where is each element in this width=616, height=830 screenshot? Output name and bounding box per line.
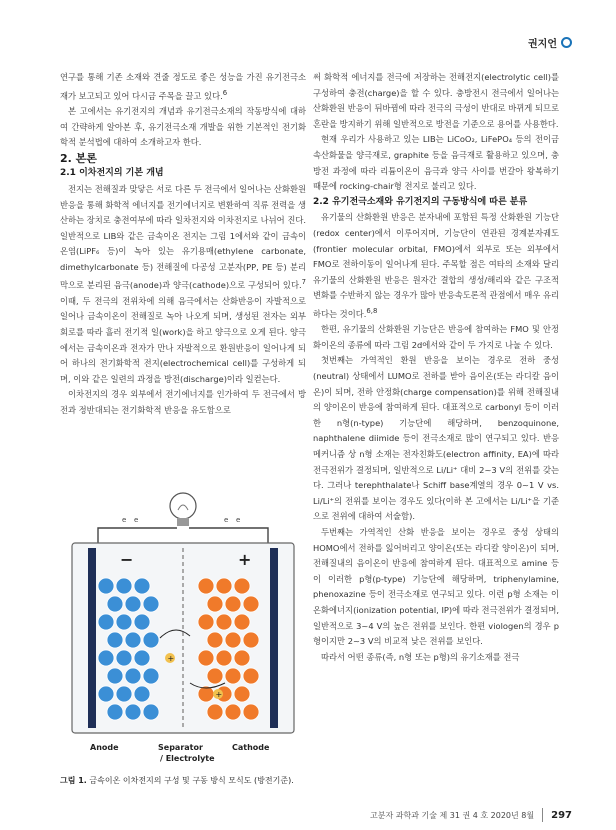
- electrode-particle: [116, 686, 132, 702]
- anode-current-collector: [88, 548, 96, 728]
- electrode-particle: [107, 596, 123, 612]
- electrolyte-label: / Electrolyte: [160, 754, 215, 763]
- paragraph: 현재 우리가 사용하고 있는 LIB는 LiCoO₂, LiFePO₄ 등의 전이금속산화물을 양극재로, graphite 등을 음극재로 활용하고 있으며, 충방전 과정에 따라 리튬이온이 음극과 양극 사이를 번갈아 왕복하기 때문에 rocking-chair형 전지로 불리고 있다.: [313, 134, 559, 192]
- electrode-particle: [198, 578, 214, 594]
- ion-label: +: [167, 654, 175, 663]
- paragraph: 전지는 전해질과 맞닿은 서로 다른 두 전극에서 일어나는 산화환원 반응을 통해 화학적 에너지를 전기에너지로 변환하여 직류 전력을 생산하는 장치로 충전여부에 따라 일차전지와 이차전지로 나뉘어 진다. 일반적으로 LIB와 같은 금속이온 전지는 그림 1에서와 같이 금속이온염(LiPF₆ 등)이 녹아 있는 유기용매(ethylene carbonate, dimethylcarbonate 등) 전해질에 다공성 고분자(PP, PE 등) 분리막으로 분리된 음극(anode)과 양극(cathode)으로 구성되어 있다.$^7$ 이때, 두 전극의 전위차에 의해 음극에서는 산화반응이 자발적으로 일어나 금속이온이 전해질로 녹아 나오게 되며, 생성된 전자는 외부 회로를 따라 흘러 전기적 일(work)을 하고 양극으로 오게 된다. 양극에서는 금속이온과 전자가 만나 자발적으로 환원반응이 일어나게 되어 하나의 전기화학적 전지(electrochemical cell)를 구성하게 되며, 이와 같은 일련의 과정을 방전(discharge)이라 일컫는다.: [60, 183, 306, 384]
- electrode-particle: [234, 614, 250, 630]
- figure-battery-diagram: [60, 488, 306, 768]
- paragraph: 따라서 어떤 종류(즉, n형 또는 p형)의 유기소재를 전극: [321, 651, 520, 662]
- page-number: 297: [551, 809, 572, 821]
- electrode-particle: [198, 614, 214, 630]
- paragraph: 연구를 통해 기존 소재와 견줄 정도로 좋은 성능을 가진 유기전극소재가 보고되고 있어 다시금 주목을 끌고 있다.$^6$: [60, 72, 306, 101]
- minus-sign: −: [120, 550, 134, 569]
- electrode-particle: [216, 614, 232, 630]
- electrode-particle: [116, 650, 132, 666]
- electrode-particle: [98, 686, 114, 702]
- light-bulb-icon: [170, 493, 196, 526]
- paragraph: 이차전지의 경우 외부에서 전기에너지를 인가하여 두 전극에서 방전과 정반대되는 전기화학적 반응을 유도함으로: [60, 389, 306, 415]
- electrode-particle: [134, 650, 150, 666]
- electrode-particle: [207, 596, 223, 612]
- electrode-particle: [234, 578, 250, 594]
- electron-label: e: [134, 516, 139, 524]
- ion-label: +: [215, 690, 223, 699]
- electrode-particle: [243, 704, 259, 720]
- electron-label: e: [224, 516, 229, 524]
- divider: [542, 808, 543, 822]
- electrode-particle: [198, 650, 214, 666]
- electrode-particle: [98, 650, 114, 666]
- electrode-particle: [143, 704, 159, 720]
- electrode-particle: [207, 704, 223, 720]
- electrode-particle: [234, 686, 250, 702]
- figure-caption: 그림 1. 금속이온 이차전지의 구성 및 구동 방식 모식도 (방전기준).: [60, 776, 294, 785]
- running-header: [528, 35, 572, 50]
- cathode-label: Cathode: [232, 743, 270, 752]
- separator-label: Separator: [158, 743, 203, 752]
- section-heading: 2. 본론: [60, 151, 97, 165]
- electrode-particle: [225, 704, 241, 720]
- electrode-particle: [116, 614, 132, 630]
- electrode-particle: [243, 668, 259, 684]
- electrode-particle: [225, 632, 241, 648]
- subsection-heading: 2.2 유기전극소재와 유기전지의 구동방식에 따른 분류: [313, 196, 528, 207]
- page-footer: [370, 808, 572, 822]
- electrode-particle: [125, 668, 141, 684]
- journal-info: 고분자 과학과 기술 제 31 권 4 호 2020년 8월: [370, 810, 535, 820]
- electrode-particle: [98, 578, 114, 594]
- electrode-particle: [207, 632, 223, 648]
- electrode-particle: [234, 650, 250, 666]
- author-name: 권지언: [528, 39, 557, 50]
- paragraph: 두번째는 가역적인 산화 반응을 보이는 경우로 중성 상태의 HOMO에서 전하를 잃어버리고 양이온(또는 라디칼 양이온)이 되며, 전해질내의 음이온이 반응에 참여하게 된다. 대표적으로 amine 등이 이러한 p형(p-type) 기능단에 해당하며, triphenylamine, phenoxazine 등이 전극소재로 연구되고 있다. 이런 p형 소재는 이온화에너지(ionization potential, IP)에 따라 전극전위가 결정되며, 일반적으로 3~4 V의 높은 전위를 보인다. 한편 viologen의 경우 p형이지만 2~3 V의 비교적 낮은 전위를 보인다.: [313, 526, 559, 647]
- electrode-particle: [125, 596, 141, 612]
- electrode-particle: [143, 668, 159, 684]
- electrode-particle: [107, 632, 123, 648]
- electrode-particle: [225, 596, 241, 612]
- electrode-particle: [107, 704, 123, 720]
- electrode-particle: [143, 596, 159, 612]
- electrode-particle: [107, 668, 123, 684]
- electron-label: e: [236, 516, 241, 524]
- right-column: [313, 70, 559, 665]
- electrode-particle: [243, 596, 259, 612]
- electrode-particle: [116, 578, 132, 594]
- anode-label: Anode: [90, 743, 119, 752]
- electrode-particle: [125, 704, 141, 720]
- electrode-particle: [143, 632, 159, 648]
- electrode-particle: [243, 632, 259, 648]
- cathode-current-collector: [270, 548, 278, 728]
- left-column: [60, 70, 306, 419]
- electrode-particle: [98, 614, 114, 630]
- electron-label: e: [122, 516, 127, 524]
- electrode-particle: [134, 578, 150, 594]
- electrode-particle: [125, 632, 141, 648]
- paragraph: 첫번째는 가역적인 환원 반응을 보이는 경우로 전하 중성(neutral) 상태에서 LUMO로 전하를 받아 음이온(또는 라디칼 음이온)이 되며, 전하 안정화(charge compensation)를 위해 전해질내의 양이온이 반응에 참여하게 된다. 대표적으로 carbonyl 등이 이러한 n형(n-type) 기능단에 해당하며, benzoquinone, naphthalene diimide 등이 전극소재로 많이 연구되고 있다. 반응 메커니즘 상 n형 소재는 전자친화도(electron affinity, EA)에 따라 전극전위가 결정되며, 일반적으로 Li/Li⁺ 대비 2~3 V의 전위를 갖는다. 그러나 terephthalate나 Schiff base계열의 경우 0~1 V vs. Li/Li⁺의 전위를 보이는 경우도 있다(이하 본 고에서는 Li/Li⁺을 기준으로 전위에 대하여 서술함).: [313, 355, 559, 522]
- paragraph: 유기물의 산화환원 반응은 분자내에 포함된 특정 산화환원 기능단(redox center)에서 이루어지며, 기능단이 연관된 경계분자궤도(frontier molecular orbital, FMO)에서 외부로 또는 외부에서 FMO로 전하이동이 일어나게 된다. 주목할 점은 여타의 소재와 달리 유기물의 산화환원 반응은 원자간 결합의 생성/해리와 같은 구조적 변화를 수반하지 않는 경우가 많아 반응속도론적 관점에서 매우 유리하다는 것이다.$^{6,8}$: [313, 212, 559, 319]
- paragraph: 한편, 유기물의 산화환원 기능단은 반응에 참여하는 FMO 및 안정화이온의 종류에 따라 그림 2d에서와 같이 두 가지로 나눌 수 있다.: [313, 324, 559, 350]
- ring-icon: [561, 37, 572, 48]
- plus-sign: +: [238, 550, 252, 569]
- subsection-heading: 2.1 이차전지의 기본 개념: [60, 168, 164, 179]
- electrode-particle: [134, 614, 150, 630]
- electrode-particle: [225, 668, 241, 684]
- paragraph: 본 고에서는 유기전지의 개념과 유기전극소재의 작동방식에 대하여 간략하게 알아본 후, 유기전극소재 개발을 위한 기본적인 전기화학적 분석법에 대하여 소개하고자 한다.: [60, 105, 306, 148]
- electrode-particle: [216, 650, 232, 666]
- electrode-particle: [207, 668, 223, 684]
- electrode-particle: [216, 578, 232, 594]
- paragraph: 써 화학적 에너지를 전극에 저장하는 전해전지(electrolytic cell)를 구성하여 충전(charge)을 할 수 있다. 충방전시 전극에서 일어나는 산화환원 반응이 뒤바뀜에 따라 전극의 극성이 반대로 바뀌게 되므로 혼란을 방지하기 위해 일반적으로 방전을 기준으로 용어를 사용한다.: [313, 72, 559, 129]
- electrode-particle: [134, 686, 150, 702]
- external-circuit: [98, 528, 268, 543]
